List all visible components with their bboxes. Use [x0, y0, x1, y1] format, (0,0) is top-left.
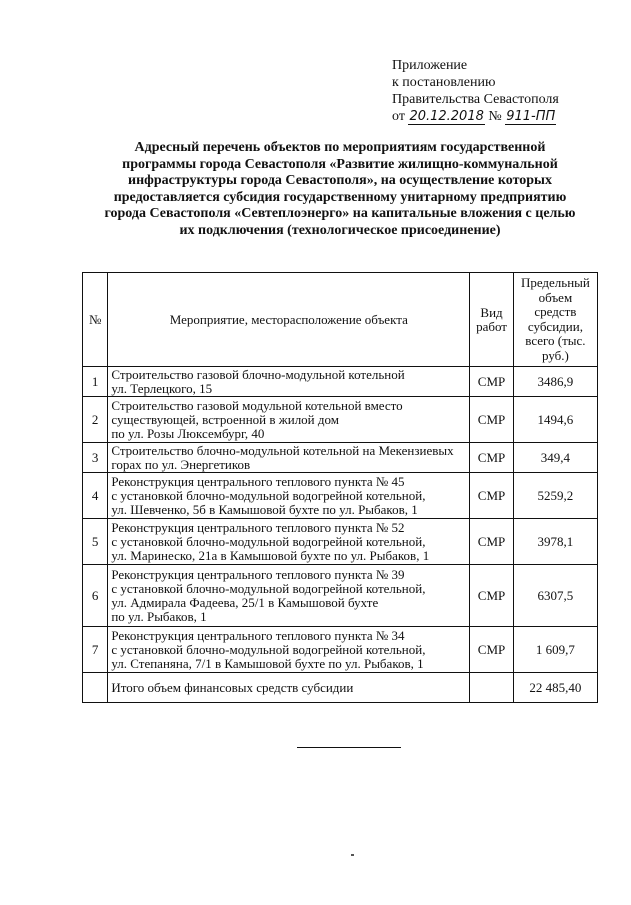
- header-value: [513, 273, 597, 367]
- header-value-line: руб.): [541, 347, 569, 363]
- row-value: 5259,2: [513, 473, 597, 519]
- appendix-line: Правительства Севастополя: [392, 92, 559, 107]
- header-type-line: работ: [476, 318, 507, 334]
- row-name: [108, 367, 470, 397]
- row-name-line: Реконструкция центрального теплового пункта № 45: [111, 473, 405, 489]
- appendix-line: к постановлению: [392, 75, 496, 90]
- header-type-line: Вид: [480, 304, 503, 320]
- total-value: 22 485,40: [513, 673, 597, 703]
- number-sign: №: [488, 109, 502, 124]
- row-name-line: с установкой блочно-модульной водогрейной котельной,: [111, 533, 426, 549]
- title-line: инфраструктуры города Севастополя», на осуществление которых: [128, 173, 552, 189]
- row-name: [108, 443, 470, 473]
- row-num: 2: [83, 397, 108, 443]
- scan-mark: [351, 854, 354, 856]
- header-value-line: средств: [534, 304, 577, 319]
- row-name-line: Реконструкция центрального теплового пункта № 39: [111, 566, 405, 582]
- total-type-cell: [470, 673, 514, 703]
- row-value: 3978,1: [513, 519, 597, 565]
- row-type: СМР: [470, 519, 514, 565]
- table-row: [83, 565, 598, 627]
- row-name-line: с установкой блочно-модульной водогрейной котельной,: [111, 580, 426, 596]
- table-row: [83, 519, 598, 565]
- row-name: [108, 473, 470, 519]
- row-name: [108, 565, 470, 627]
- appendix-date-line: [392, 108, 559, 125]
- row-num: 5: [83, 519, 108, 565]
- row-name-line: ул. Маринеско, 21а в Камышовой бухте по ул. Рыбаков, 1: [111, 547, 430, 563]
- row-name-line: Строительство блочно-модульной котельной на Мекензиевых: [111, 442, 454, 458]
- table-row: [83, 473, 598, 519]
- row-name-line: Реконструкция центрального теплового пункта № 52: [111, 519, 405, 535]
- handwritten-date: 20.12.2018: [409, 109, 484, 124]
- total-label: Итого объем финансовых средств субсидии: [108, 673, 470, 703]
- appendix-line: Приложение: [392, 58, 468, 73]
- row-name-line: с установкой блочно-модульной водогрейной котельной,: [111, 487, 426, 503]
- header-value-line: Предельный: [520, 275, 590, 290]
- from-word: от: [392, 109, 405, 124]
- row-type: СМР: [470, 443, 514, 473]
- row-name-line: по ул. Рыбаков, 1: [111, 608, 207, 624]
- table-total-row: [83, 673, 598, 703]
- row-name-line: ул. Степаняна, 7/1 в Камышовой бухте по ул. Рыбаков, 1: [111, 655, 424, 671]
- row-value: 3486,9: [513, 367, 597, 397]
- row-name-line: существующей, встроенной в жилой дом: [111, 411, 339, 427]
- title-line: программы города Севастополя «Развитие жилищно-коммунальной: [122, 156, 558, 172]
- document-title: [60, 140, 620, 240]
- row-name-line: Строительство газовой модульной котельной вместо: [111, 397, 403, 413]
- table-row: [83, 627, 598, 673]
- row-type: СМР: [470, 397, 514, 443]
- row-num: 4: [83, 473, 108, 519]
- table-row: [83, 397, 598, 443]
- row-name: [108, 397, 470, 443]
- total-num-cell: [83, 673, 108, 703]
- row-name: [108, 519, 470, 565]
- row-name-line: по ул. Розы Люксембург, 40: [111, 425, 265, 441]
- row-value: 1 609,7: [513, 627, 597, 673]
- table-row: [83, 443, 598, 473]
- row-num: 6: [83, 565, 108, 627]
- row-name-line: ул. Терлецкого, 15: [111, 380, 213, 396]
- row-name-line: Строительство газовой блочно-модульной котельной: [111, 366, 405, 382]
- objects-table: [82, 272, 598, 703]
- row-num: 1: [83, 367, 108, 397]
- row-value: 1494,6: [513, 397, 597, 443]
- signature-line: [297, 747, 401, 748]
- row-name-line: горах по ул. Энергетиков: [111, 456, 251, 472]
- row-name-line: Реконструкция центрального теплового пункта № 34: [111, 627, 405, 643]
- header-value-line: субсидии,: [527, 318, 583, 334]
- row-name: [108, 627, 470, 673]
- row-type: СМР: [470, 627, 514, 673]
- row-name-line: ул. Шевченко, 5б в Камышовой бухте по ул. Рыбаков, 1: [111, 501, 418, 517]
- table-row: [83, 367, 598, 397]
- appendix-header: [392, 57, 559, 125]
- title-line: города Севастополя «Севтеплоэнерго» на капитальные вложения с целью: [104, 206, 576, 222]
- title-line: предоставляется субсидия государственному унитарному предприятию: [113, 189, 567, 205]
- handwritten-number: 911-ПП: [506, 109, 556, 124]
- row-num: 3: [83, 443, 108, 473]
- header-name: Мероприятие, месторасположение объекта: [108, 273, 470, 367]
- header-value-line: всего (тыс.: [525, 333, 586, 348]
- header-num: №: [83, 273, 108, 367]
- row-type: СМР: [470, 473, 514, 519]
- table-header-row: [83, 273, 598, 367]
- row-name-line: с установкой блочно-модульной водогрейной котельной,: [111, 641, 426, 657]
- row-type: СМР: [470, 565, 514, 627]
- row-name-line: ул. Адмирала Фадеева, 25/1 в Камышовой бухте: [111, 594, 379, 610]
- row-value: 349,4: [513, 443, 597, 473]
- header-value-line: объем: [538, 289, 573, 305]
- title-line: Адресный перечень объектов по мероприятиям государственной: [134, 140, 546, 155]
- row-value: 6307,5: [513, 565, 597, 627]
- title-line: их подключения (технологическое присоединение): [179, 222, 501, 238]
- row-type: СМР: [470, 367, 514, 397]
- row-num: 7: [83, 627, 108, 673]
- header-type: [470, 273, 514, 367]
